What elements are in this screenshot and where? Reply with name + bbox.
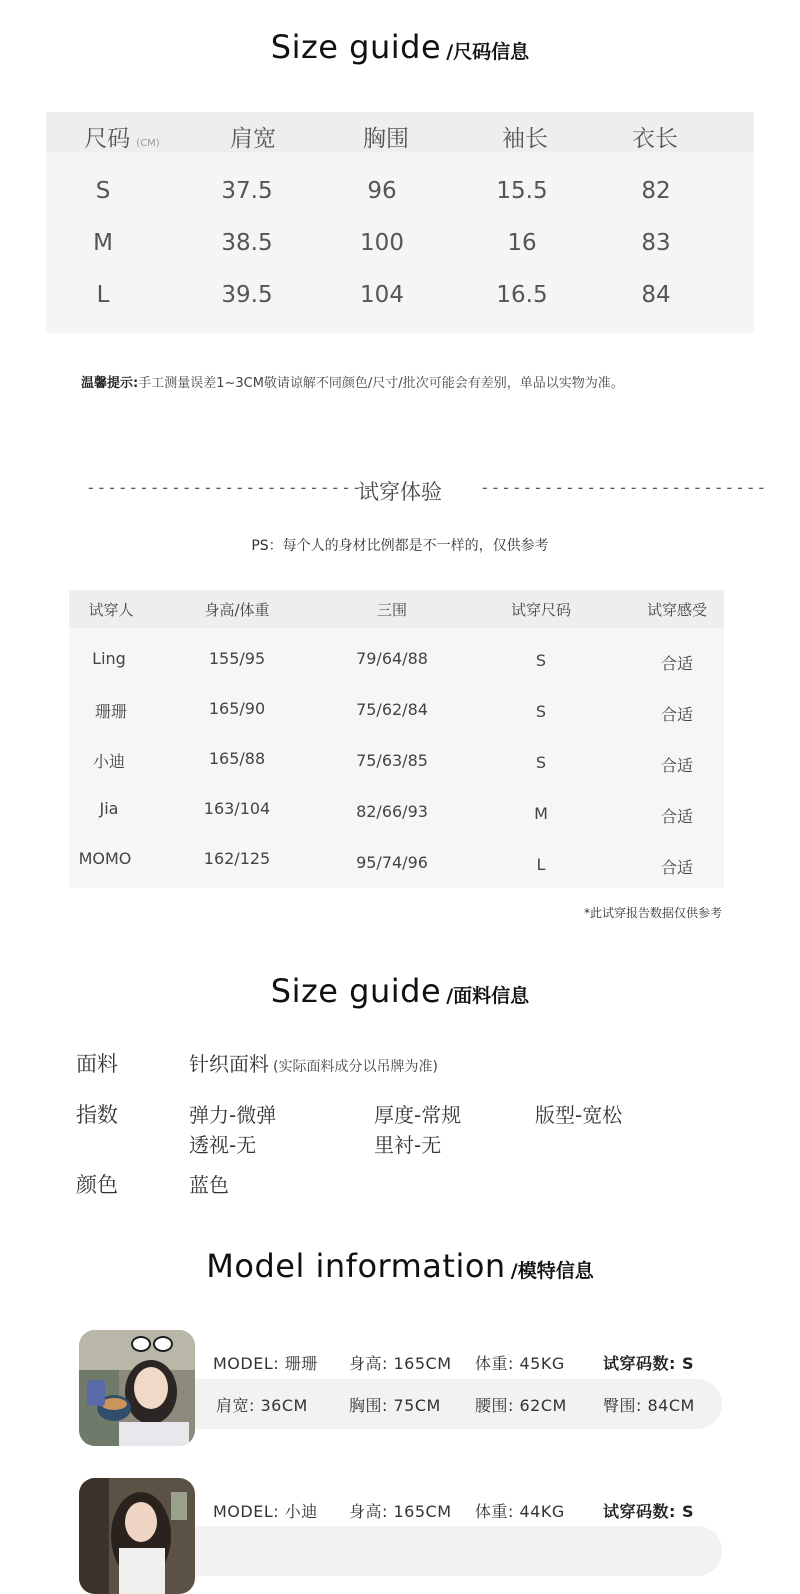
measurements-cell: 75/62/84 — [356, 700, 428, 719]
trial-ps: PS：每个人的身材比例都是不一样的，仅供参考 — [251, 538, 549, 554]
model-title-main: Model information — [206, 1247, 506, 1285]
length-cell: 83 — [641, 230, 671, 256]
header-trial-size: 试穿尺码 — [510, 601, 572, 619]
tester-cell: MOMO — [78, 849, 132, 868]
measurements-cell: 95/74/96 — [356, 853, 428, 872]
model-2-measure-strip — [195, 1526, 722, 1576]
size-cell: M — [93, 230, 113, 256]
header-shoulder: 肩宽 — [230, 126, 276, 152]
length-cell: 82 — [641, 178, 671, 204]
size-cell: S — [535, 753, 547, 772]
trial-table — [69, 590, 724, 888]
header-sleeve: 袖长 — [502, 126, 548, 152]
feeling-cell: 合适 — [660, 858, 694, 877]
trial-table-header — [69, 590, 724, 628]
chest-cell: 96 — [367, 178, 397, 204]
model-1-size: 试穿码数: S — [603, 1354, 694, 1373]
size-cell: S — [95, 178, 111, 204]
shoulder-cell: 39.5 — [221, 282, 273, 308]
model-2-photo — [79, 1478, 195, 1594]
tester-cell: Jia — [99, 799, 119, 818]
header-feeling: 试穿感受 — [646, 601, 708, 619]
size-table — [46, 112, 754, 333]
fabric-title-sub: /面料信息 — [446, 985, 530, 1007]
model-1-chest: 胸围: 75CM — [349, 1396, 441, 1415]
model-2-weight: 体重: 44KG — [475, 1502, 565, 1521]
color-label: 颜色 — [76, 1173, 118, 1197]
model-title-sub: /模特信息 — [510, 1260, 594, 1282]
header-size: 尺码 (CM) — [84, 126, 160, 152]
height-weight-cell: 165/88 — [208, 749, 266, 768]
tip-text: 手工测量误差1~3CM敬请谅解不同颜色/尺寸/批次可能会有差别，单品以实物为准。 — [138, 376, 624, 391]
height-weight-cell: 165/90 — [208, 699, 266, 718]
model-2-size: 试穿码数: S — [603, 1502, 694, 1521]
model-2-name: MODEL: 小迪 — [213, 1502, 318, 1521]
height-weight-cell: 163/104 — [203, 799, 271, 818]
trial-note: *此试穿报告数据仅供参考 — [583, 906, 722, 920]
tester-cell: Ling — [92, 649, 126, 668]
feeling-cell: 合适 — [660, 807, 694, 826]
tester-cell: 珊珊 — [94, 702, 128, 721]
feeling-cell: 合适 — [660, 705, 694, 724]
index-lining: 里衬-无 — [374, 1133, 442, 1157]
size-guide-title-main: Size guide — [270, 28, 442, 66]
feeling-cell: 合适 — [660, 756, 694, 775]
index-label: 指数 — [76, 1103, 118, 1127]
size-guide-title-sub: /尺码信息 — [446, 41, 530, 63]
sleeve-cell: 15.5 — [496, 178, 548, 204]
header-measurements: 三围 — [376, 601, 408, 619]
size-cell: M — [534, 804, 548, 823]
model-1-waist: 腰围: 62CM — [475, 1396, 567, 1415]
shoulder-cell: 38.5 — [221, 230, 273, 256]
height-weight-cell: 155/95 — [208, 649, 266, 668]
header-chest: 胸围 — [363, 126, 409, 152]
index-transparency: 透视-无 — [189, 1133, 257, 1157]
tip-label: 温馨提示: — [81, 376, 139, 391]
header-tester: 试穿人 — [88, 601, 134, 619]
divider-left: --------------------------- — [86, 478, 374, 497]
model-1-name: MODEL: 珊珊 — [213, 1354, 318, 1373]
fabric-title-main: Size guide — [270, 972, 442, 1010]
chest-cell: 104 — [360, 282, 404, 308]
size-guide-title — [0, 28, 800, 66]
measurements-cell: 79/64/88 — [356, 649, 428, 668]
length-cell: 84 — [641, 282, 671, 308]
sleeve-cell: 16.5 — [496, 282, 548, 308]
height-weight-cell: 162/125 — [203, 849, 271, 868]
model-2-height: 身高: 165CM — [349, 1502, 452, 1521]
measurement-tip — [81, 372, 624, 391]
fabric-title — [0, 972, 800, 1010]
model-title — [0, 1247, 800, 1285]
header-height-weight: 身高/体重 — [204, 601, 270, 619]
trial-title: 试穿体验 — [358, 480, 442, 504]
sleeve-cell: 16 — [507, 230, 537, 256]
measurements-cell: 75/63/85 — [356, 751, 428, 770]
model-1-height: 身高: 165CM — [349, 1354, 452, 1373]
size-cell: S — [535, 651, 547, 670]
model-1-shoulder: 肩宽: 36CM — [216, 1396, 308, 1415]
chest-cell: 100 — [360, 230, 404, 256]
size-cell: S — [535, 702, 547, 721]
index-elasticity: 弹力-微弹 — [189, 1103, 277, 1127]
model-1-weight: 体重: 45KG — [475, 1354, 565, 1373]
tester-cell: 小迪 — [92, 752, 126, 771]
index-fit: 版型-宽松 — [535, 1103, 623, 1127]
header-length: 衣长 — [632, 126, 678, 152]
size-table-header — [46, 112, 754, 152]
model-1-photo — [79, 1330, 195, 1446]
unit-label: (CM) — [136, 138, 160, 149]
shoulder-cell: 37.5 — [221, 178, 273, 204]
size-cell: L — [96, 282, 110, 308]
material-note: (实际面料成分以吊牌为准) — [273, 1059, 438, 1075]
model-1-hip: 臀围: 84CM — [603, 1396, 695, 1415]
index-thickness: 厚度-常规 — [374, 1103, 462, 1127]
divider-right: --------------------------- — [480, 478, 768, 497]
measurements-cell: 82/66/93 — [356, 802, 428, 821]
feeling-cell: 合适 — [660, 654, 694, 673]
material-label: 面料 — [76, 1052, 118, 1076]
material-value: 针织面料 (实际面料成分以吊牌为准) — [189, 1052, 438, 1076]
size-cell: L — [536, 855, 546, 874]
color-value: 蓝色 — [189, 1173, 229, 1197]
